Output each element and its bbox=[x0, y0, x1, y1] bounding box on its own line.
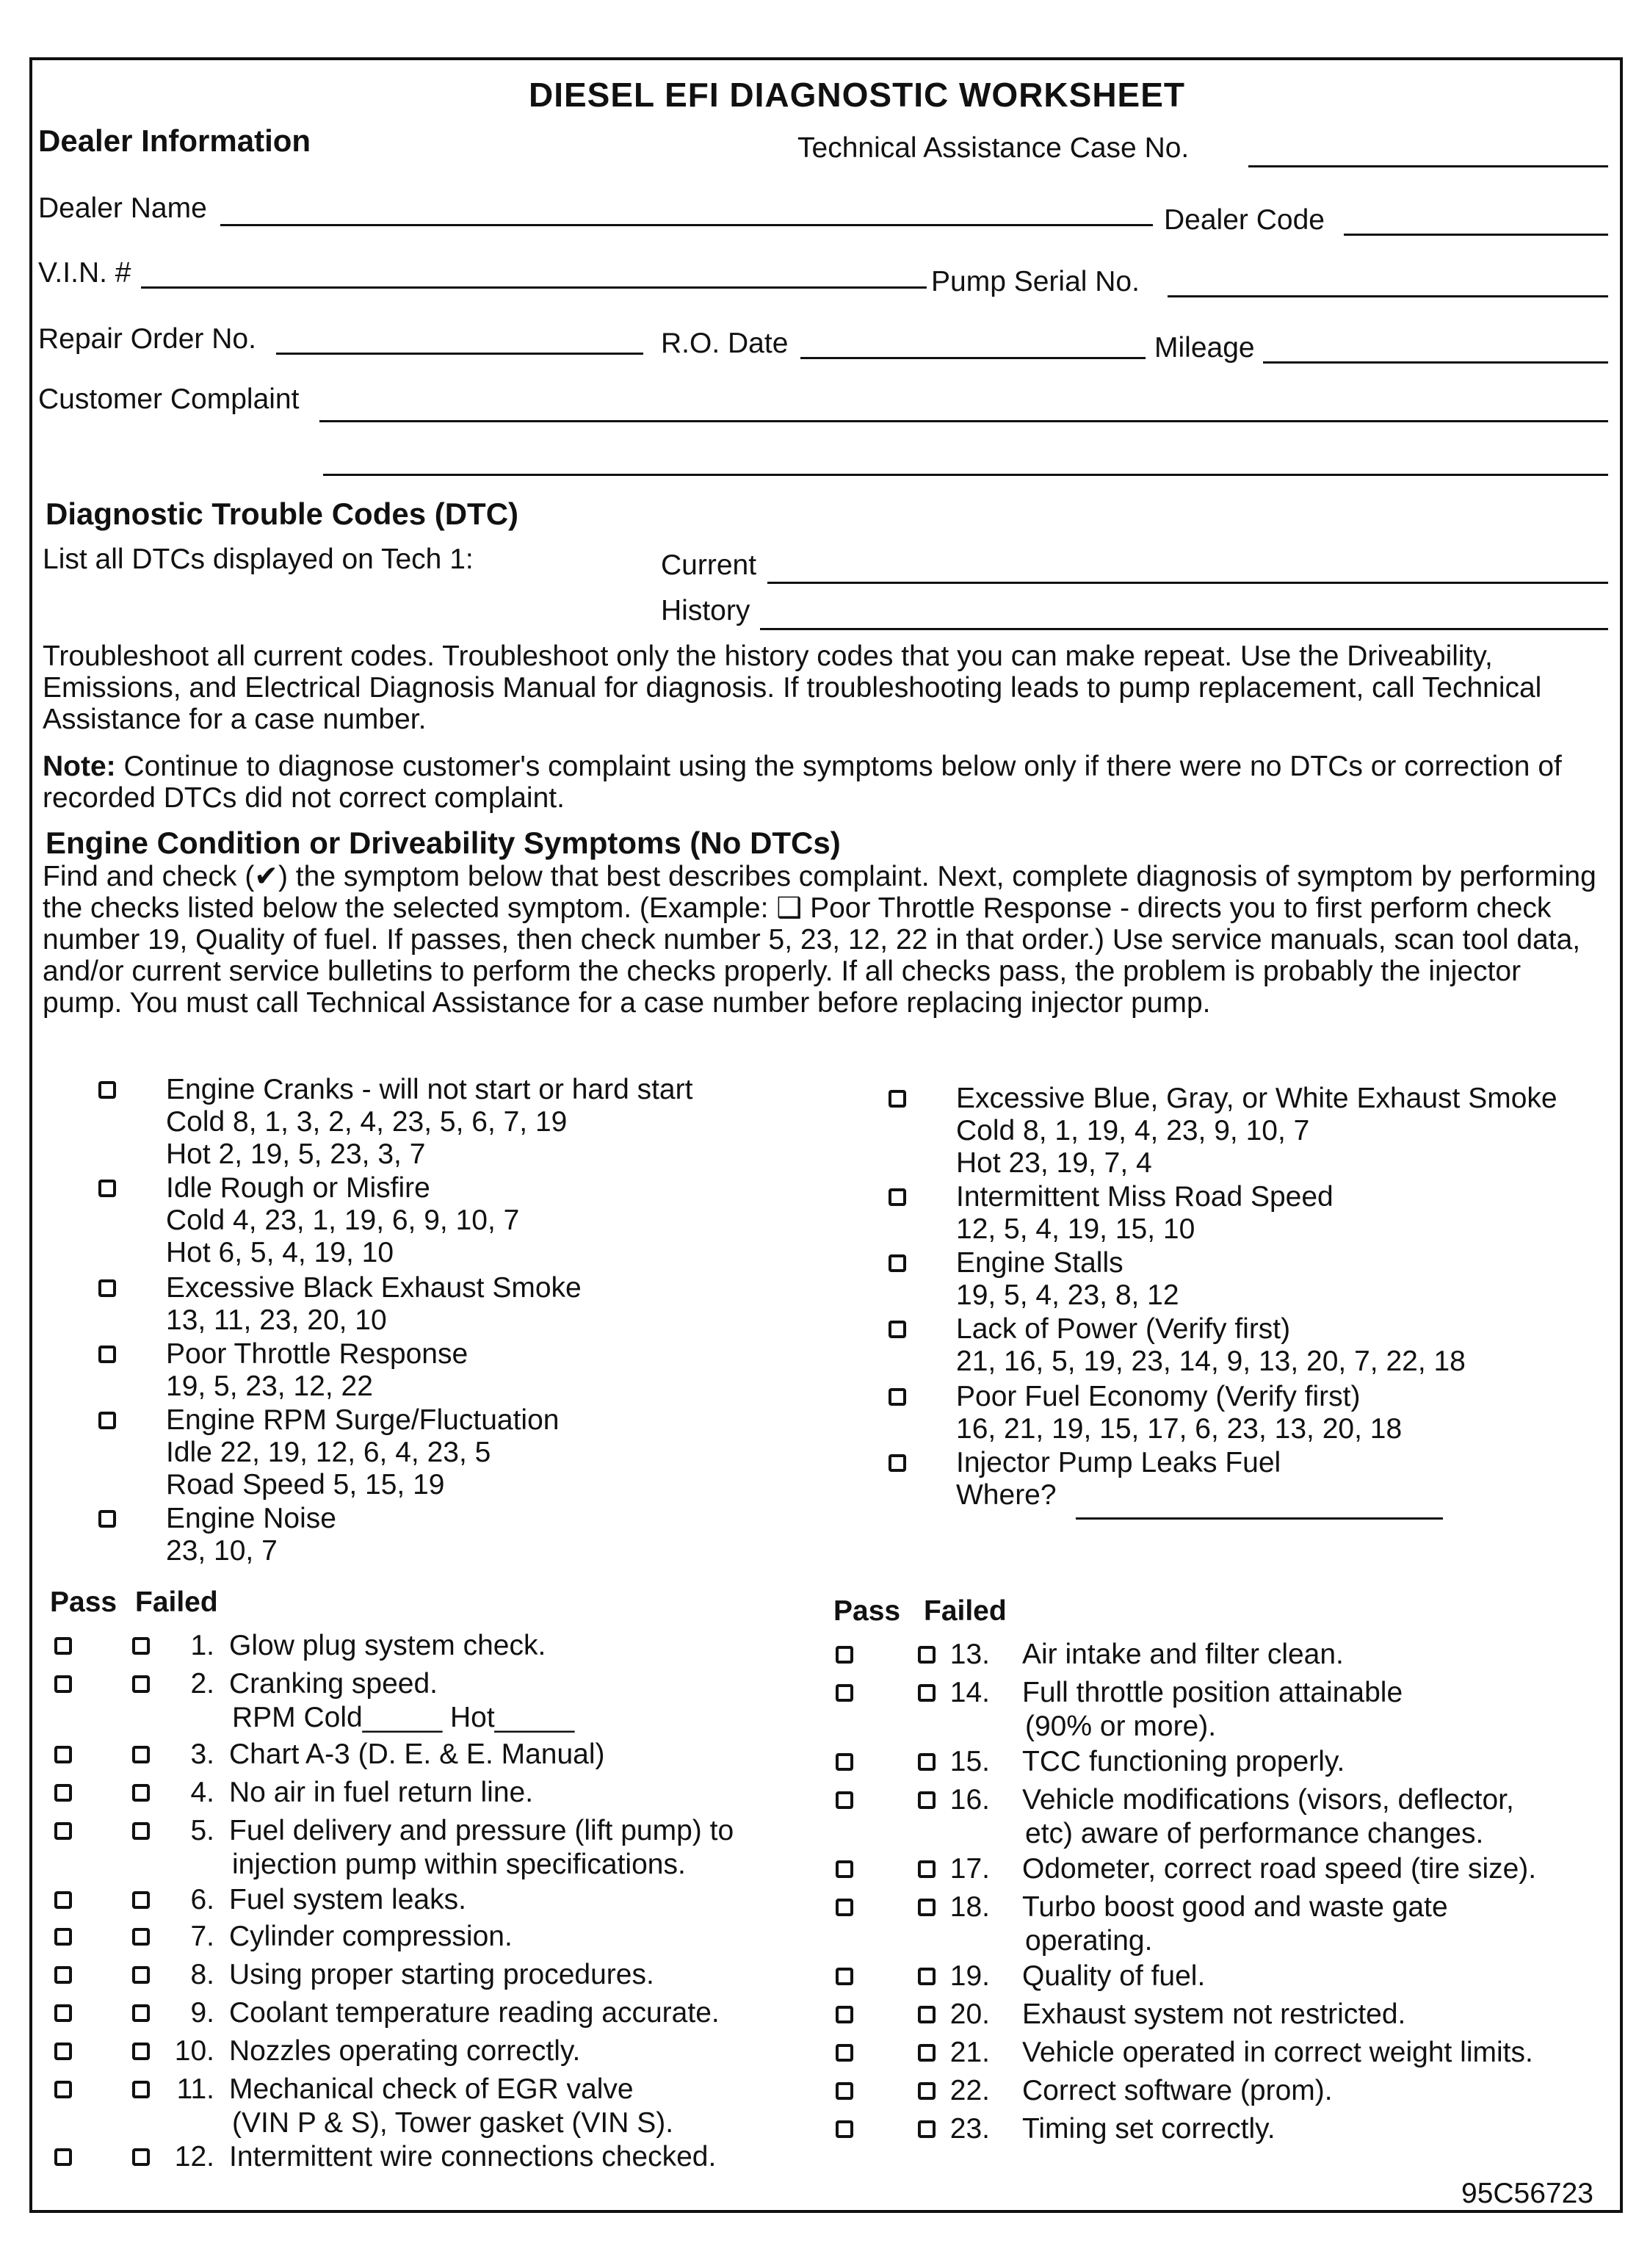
check-number: 6. bbox=[190, 1884, 214, 1915]
check-text: Cranking speed. bbox=[229, 1668, 438, 1700]
dtc-current-field[interactable] bbox=[767, 582, 1608, 584]
vin-label: V.I.N. # bbox=[38, 257, 131, 289]
dealer-info-heading: Dealer Information bbox=[38, 123, 311, 158]
pass-checkbox[interactable] bbox=[836, 1684, 853, 1702]
pass-checkbox[interactable] bbox=[54, 2004, 72, 2022]
symptom-text bbox=[166, 1404, 559, 1501]
symptom-check-numbers: Hot 2, 19, 5, 23, 3, 7 bbox=[166, 1138, 426, 1170]
check-text: Quality of fuel. bbox=[1022, 1960, 1206, 1992]
check-text: (VIN P & S), Tower gasket (VIN S). bbox=[232, 2107, 674, 2139]
check-text: Vehicle modifications (visors, deflector, bbox=[1022, 1784, 1514, 1816]
check-number: 12. bbox=[174, 2141, 214, 2173]
dtc-list-label: List all DTCs displayed on Tech 1: bbox=[43, 543, 474, 575]
check-text: Full throttle position attainable bbox=[1022, 1677, 1403, 1708]
pass-checkbox[interactable] bbox=[836, 1646, 853, 1664]
check-number: 19. bbox=[949, 1960, 990, 1992]
symptom-text bbox=[956, 1381, 1402, 1445]
symptom-text bbox=[956, 1247, 1179, 1312]
pass-checkbox[interactable] bbox=[54, 2081, 72, 2098]
symptom-title: Poor Throttle Response bbox=[166, 1338, 468, 1370]
symptom-check-numbers: 16, 21, 19, 15, 17, 6, 23, 13, 20, 18 bbox=[956, 1413, 1403, 1445]
failed-checkbox[interactable] bbox=[918, 2082, 936, 2100]
dealer-name-field[interactable] bbox=[220, 224, 1153, 226]
symptom-checkbox[interactable] bbox=[98, 1081, 116, 1099]
where-field[interactable] bbox=[1076, 1517, 1443, 1520]
symptom-title: Poor Fuel Economy (Verify first) bbox=[956, 1381, 1361, 1412]
symptom-title: Injector Pump Leaks Fuel bbox=[956, 1447, 1281, 1478]
check-text: Coolant temperature reading accurate. bbox=[229, 1997, 720, 2029]
failed-checkbox[interactable] bbox=[918, 1684, 936, 1702]
dtc-history-field[interactable] bbox=[760, 628, 1608, 630]
pass-checkbox[interactable] bbox=[54, 1966, 72, 1984]
failed-checkbox[interactable] bbox=[132, 1822, 150, 1840]
symptom-check-numbers: Road Speed 5, 15, 19 bbox=[166, 1469, 445, 1500]
mileage-field[interactable] bbox=[1263, 361, 1608, 364]
pass-checkbox[interactable] bbox=[54, 1746, 72, 1763]
symptom-title: Idle Rough or Misfire bbox=[166, 1172, 430, 1204]
symptom-check-numbers: 12, 5, 4, 19, 15, 10 bbox=[956, 1213, 1195, 1245]
pump-serial-field[interactable] bbox=[1168, 295, 1608, 297]
symptom-check-numbers: 19, 5, 23, 12, 22 bbox=[166, 1370, 373, 1402]
pass-checkbox[interactable] bbox=[54, 1822, 72, 1840]
symptom-checkbox[interactable] bbox=[889, 1254, 906, 1272]
check-text: Fuel system leaks. bbox=[229, 1884, 466, 1915]
symptom-title: Engine Stalls bbox=[956, 1247, 1123, 1279]
check-number: 21. bbox=[949, 2037, 990, 2068]
pass-checkbox[interactable] bbox=[54, 2043, 72, 2060]
symptom-check-numbers: 13, 11, 23, 20, 10 bbox=[166, 1304, 387, 1336]
symptom-checkbox[interactable] bbox=[98, 1346, 116, 1363]
symptom-check-numbers: Hot 23, 19, 7, 4 bbox=[956, 1147, 1152, 1179]
customer-complaint-field-2[interactable] bbox=[323, 474, 1608, 476]
failed-checkbox[interactable] bbox=[918, 1753, 936, 1771]
check-text: Vehicle operated in correct weight limits. bbox=[1022, 2037, 1533, 2068]
check-number: 15. bbox=[949, 1746, 990, 1777]
symptom-check-numbers: 21, 16, 5, 19, 23, 14, 9, 13, 20, 7, 22, 18 bbox=[956, 1346, 1466, 1377]
check-text: Timing set correctly. bbox=[1022, 2113, 1276, 2145]
pass-checkbox[interactable] bbox=[836, 2120, 853, 2138]
repair-order-label: Repair Order No. bbox=[38, 323, 256, 355]
symptom-title: Excessive Black Exhaust Smoke bbox=[166, 1272, 582, 1304]
pass-checkbox[interactable] bbox=[54, 1784, 72, 1802]
dtc-note bbox=[43, 751, 1599, 814]
check-number: 16. bbox=[949, 1784, 990, 1816]
case-number-field[interactable] bbox=[1248, 165, 1608, 167]
symptom-checkbox[interactable] bbox=[889, 1388, 906, 1406]
symptom-check-numbers: Cold 8, 1, 19, 4, 23, 9, 10, 7 bbox=[956, 1115, 1310, 1146]
failed-checkbox[interactable] bbox=[132, 1746, 150, 1763]
check-number: 17. bbox=[949, 1853, 990, 1885]
symptom-check-numbers: Cold 8, 1, 3, 2, 4, 23, 5, 6, 7, 19 bbox=[166, 1106, 568, 1138]
check-text: Mechanical check of EGR valve bbox=[229, 2073, 634, 2105]
symptom-check-numbers: Hot 6, 5, 4, 19, 10 bbox=[166, 1237, 394, 1268]
pass-checkbox[interactable] bbox=[836, 2044, 853, 2062]
check-number: 20. bbox=[949, 1998, 990, 2030]
check-number: 9. bbox=[190, 1997, 214, 2029]
failed-checkbox[interactable] bbox=[132, 1637, 150, 1655]
vin-field[interactable] bbox=[141, 286, 927, 289]
check-text: TCC functioning properly. bbox=[1022, 1746, 1345, 1777]
check-text: RPM Cold_____ Hot_____ bbox=[232, 1702, 575, 1733]
pass-checkbox[interactable] bbox=[836, 1899, 853, 1916]
dtc-heading: Diagnostic Trouble Codes (DTC) bbox=[46, 496, 519, 531]
symptom-checkbox[interactable] bbox=[98, 1412, 116, 1429]
right-pass-header: Pass bbox=[833, 1595, 901, 1627]
check-number: 4. bbox=[190, 1777, 214, 1808]
symptom-check-numbers: 23, 10, 7 bbox=[166, 1535, 278, 1567]
failed-checkbox[interactable] bbox=[132, 2004, 150, 2022]
check-number: 23. bbox=[949, 2113, 990, 2145]
pass-checkbox[interactable] bbox=[836, 2082, 853, 2100]
symptom-text bbox=[166, 1074, 692, 1171]
check-number: 18. bbox=[949, 1891, 990, 1923]
failed-checkbox[interactable] bbox=[132, 1928, 150, 1946]
dealer-name-label: Dealer Name bbox=[38, 192, 207, 224]
check-number: 13. bbox=[949, 1639, 990, 1670]
pass-checkbox[interactable] bbox=[836, 1968, 853, 1985]
check-number: 3. bbox=[190, 1738, 214, 1770]
symptom-text bbox=[166, 1503, 336, 1567]
failed-checkbox[interactable] bbox=[918, 1899, 936, 1916]
failed-checkbox[interactable] bbox=[132, 1784, 150, 1802]
left-pass-header: Pass bbox=[50, 1586, 117, 1618]
ro-date-field[interactable] bbox=[800, 357, 1146, 359]
check-text: Glow plug system check. bbox=[229, 1630, 546, 1661]
check-text: Fuel delivery and pressure (lift pump) to bbox=[229, 1815, 734, 1846]
pass-checkbox[interactable] bbox=[54, 1675, 72, 1693]
right-failed-header: Failed bbox=[924, 1595, 1007, 1627]
symptom-checkbox[interactable] bbox=[98, 1180, 116, 1197]
pass-checkbox[interactable] bbox=[54, 1637, 72, 1655]
failed-checkbox[interactable] bbox=[918, 1646, 936, 1664]
symptom-text bbox=[956, 1313, 1466, 1378]
symptom-text bbox=[956, 1083, 1557, 1180]
symptom-check-numbers: 19, 5, 4, 23, 8, 12 bbox=[956, 1279, 1179, 1311]
symptom-checkbox[interactable] bbox=[889, 1454, 906, 1472]
failed-checkbox[interactable] bbox=[918, 2120, 936, 2138]
check-number: 11. bbox=[176, 2073, 214, 2105]
symptom-title: Excessive Blue, Gray, or White Exhaust Smoke bbox=[956, 1083, 1557, 1114]
symptom-title: Intermittent Miss Road Speed bbox=[956, 1181, 1334, 1213]
failed-checkbox[interactable] bbox=[918, 2006, 936, 2023]
repair-order-field[interactable] bbox=[276, 353, 643, 355]
symptom-title: Engine RPM Surge/Fluctuation bbox=[166, 1404, 560, 1436]
symptom-title: Engine Cranks - will not start or hard start bbox=[166, 1074, 693, 1105]
check-text: Nozzles operating correctly. bbox=[229, 2035, 581, 2067]
check-number: 5. bbox=[190, 1815, 214, 1846]
check-text: Using proper starting procedures. bbox=[229, 1959, 654, 1990]
ro-date-label: R.O. Date bbox=[661, 328, 789, 359]
symptom-text bbox=[166, 1172, 519, 1269]
check-text: Turbo boost good and waste gate bbox=[1022, 1891, 1448, 1923]
symptom-text bbox=[956, 1181, 1334, 1246]
symptom-checkbox[interactable] bbox=[889, 1188, 906, 1206]
symptom-checkbox[interactable] bbox=[98, 1510, 116, 1528]
check-number: 10. bbox=[174, 2035, 214, 2067]
symptom-text bbox=[166, 1272, 582, 1337]
check-text: Exhaust system not restricted. bbox=[1022, 1998, 1406, 2030]
failed-checkbox[interactable] bbox=[132, 1891, 150, 1909]
check-text: Air intake and filter clean. bbox=[1022, 1639, 1344, 1670]
check-text: Correct software (prom). bbox=[1022, 2075, 1333, 2106]
page-title: DIESEL EFI DIAGNOSTIC WORKSHEET bbox=[529, 76, 1185, 114]
symptom-title: Lack of Power (Verify first) bbox=[956, 1313, 1291, 1345]
customer-complaint-label: Customer Complaint bbox=[38, 383, 300, 415]
note-label: Note: bbox=[43, 751, 116, 782]
check-number: 14. bbox=[949, 1677, 990, 1708]
check-text: Cylinder compression. bbox=[229, 1921, 513, 1952]
pass-checkbox[interactable] bbox=[54, 2148, 72, 2166]
failed-checkbox[interactable] bbox=[132, 1966, 150, 1984]
symptom-text bbox=[166, 1338, 468, 1403]
symptom-checkbox[interactable] bbox=[889, 1321, 906, 1338]
check-text: (90% or more). bbox=[1025, 1711, 1217, 1742]
check-text: etc) aware of performance changes. bbox=[1025, 1818, 1484, 1849]
pass-checkbox[interactable] bbox=[54, 1928, 72, 1946]
check-text: operating. bbox=[1025, 1925, 1153, 1957]
symptoms-heading: Engine Condition or Driveability Symptoms (No DTCs) bbox=[46, 826, 841, 860]
check-number: 7. bbox=[190, 1921, 214, 1952]
symptom-checkbox[interactable] bbox=[889, 1090, 906, 1108]
case-number-label: Technical Assistance Case No. bbox=[797, 132, 1190, 164]
form-number: 95C56723 bbox=[1461, 2178, 1593, 2209]
failed-checkbox[interactable] bbox=[918, 1860, 936, 1878]
check-number: 1. bbox=[190, 1630, 214, 1661]
left-failed-header: Failed bbox=[135, 1586, 218, 1618]
failed-checkbox[interactable] bbox=[918, 1791, 936, 1809]
check-text: injection pump within specifications. bbox=[232, 1849, 686, 1880]
failed-checkbox[interactable] bbox=[918, 1968, 936, 1985]
check-text: Odometer, correct road speed (tire size). bbox=[1022, 1853, 1537, 1885]
failed-checkbox[interactable] bbox=[132, 1675, 150, 1693]
failed-checkbox[interactable] bbox=[918, 2044, 936, 2062]
symptom-check-numbers: Cold 4, 23, 1, 19, 6, 9, 10, 7 bbox=[166, 1205, 520, 1236]
dealer-code-label: Dealer Code bbox=[1164, 204, 1325, 236]
failed-checkbox[interactable] bbox=[132, 2081, 150, 2098]
symptom-check-numbers: Idle 22, 19, 12, 6, 4, 23, 5 bbox=[166, 1437, 491, 1468]
symptom-title: Engine Noise bbox=[166, 1503, 336, 1534]
pump-serial-label: Pump Serial No. bbox=[931, 266, 1140, 297]
pass-checkbox[interactable] bbox=[54, 1891, 72, 1909]
failed-checkbox[interactable] bbox=[132, 2148, 150, 2166]
pass-checkbox[interactable] bbox=[836, 1753, 853, 1771]
check-text: Chart A-3 (D. E. & E. Manual) bbox=[229, 1738, 605, 1770]
mileage-label: Mileage bbox=[1154, 332, 1255, 364]
pass-checkbox[interactable] bbox=[836, 1860, 853, 1878]
check-text: Intermittent wire connections checked. bbox=[229, 2141, 717, 2173]
customer-complaint-field-1[interactable] bbox=[319, 420, 1608, 422]
symptom-check-numbers: Where? bbox=[956, 1479, 1057, 1511]
check-text: No air in fuel return line. bbox=[229, 1777, 534, 1808]
dtc-current-label: Current bbox=[661, 549, 757, 581]
note-text: Continue to diagnose customer's complaint using the symptoms below only if there were no DTCs or correction of recorded DTCs did not correct complaint. bbox=[43, 751, 1562, 814]
pass-checkbox[interactable] bbox=[836, 1791, 853, 1809]
check-number: 8. bbox=[190, 1959, 214, 1990]
dtc-history-label: History bbox=[661, 595, 750, 626]
symptom-checkbox[interactable] bbox=[98, 1279, 116, 1297]
dealer-code-field[interactable] bbox=[1344, 234, 1608, 236]
pass-checkbox[interactable] bbox=[836, 2006, 853, 2023]
symptom-text bbox=[956, 1447, 1281, 1512]
check-number: 22. bbox=[949, 2075, 990, 2106]
failed-checkbox[interactable] bbox=[132, 2043, 150, 2060]
dtc-instructions: Troubleshoot all current codes. Troubleshoot only the history codes that you can make repeat. Use the Driveability, Emissions, and Electrical Diagnosis Manual for diagnosis. If troubleshooting leads to pump replacement, call Technical Assistance for a case number. bbox=[43, 640, 1542, 735]
check-number: 2. bbox=[190, 1668, 214, 1700]
symptoms-instructions: Find and check (✔) the symptom below that best describes complaint. Next, complete diagnosis of symptom by performing the checks listed below the selected symptom. (Example: ❑ Poor Throttle Response - directs you to first perform check number 19, Quality of fuel. If passes, then check number 5, 23, 12, 22 in that order.) Use service manuals, scan tool data, and/or current service bulletins to perform the checks properly. If all checks pass, the problem is probably the injector pump. You must call Technical Assistance for a case number before replacing injector pump. bbox=[43, 861, 1596, 1019]
